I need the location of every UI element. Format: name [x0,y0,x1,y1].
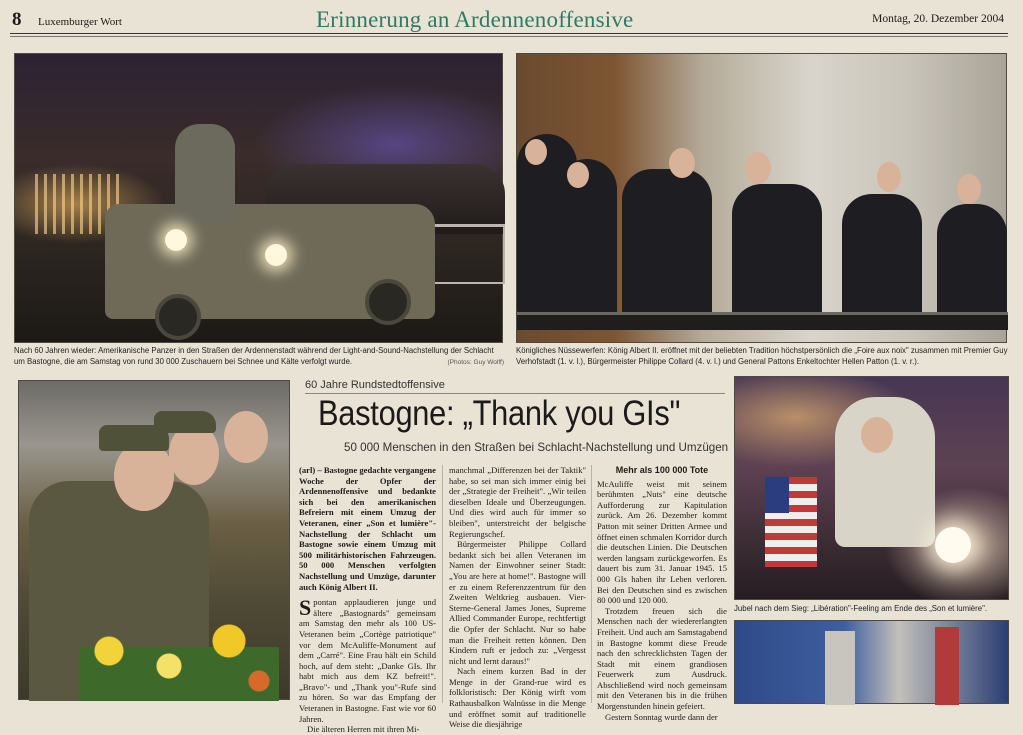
motorbike-headlight-shape [935,527,971,563]
photo-tank-parade [14,53,503,343]
tank-wheel-left [155,294,201,340]
paragraph-text: pontan applaudieren junge und ältere „Bastognards" gemeinsam am Samstag den mehr als 100 US-Veteranen beim „Cortège patriotique" vor dem McAuliffe-Monument auf dem „Carré". Eine Frau hält ein Schild hoch, auf dem steht: „Danke GIs. Ihr habt mich aus dem KZ befreit!". „Bravo"- und „Thank you"-Rufe sind zu hören. So war das Empfang der Veteranen in Bastogne. Fast wie vor 60 Jahren. [299,597,436,724]
face-shape [957,174,981,204]
article-column-1 [299,465,436,735]
balcony-railing-shape [517,312,1008,330]
article-paragraph: Nach einem kurzen Bad in der Menge in der Grand-rue wird es folkloristisch: Der König wirft vom Rathausbalkon Walnüsse in die Menge und eröffnet somit auf traditionelle Weise die diesjährige [449,666,586,730]
person-shape [937,204,1007,319]
article-headline: Bastogne: „Thank you GIs" [318,394,681,433]
issue-date: Montag, 20. Dezember 2004 [872,13,1004,25]
article-subheadline: 50 000 Menschen in den Straßen bei Schlacht-Nachstellung und Umzügen [344,441,729,454]
person-shape [622,169,712,319]
article-subheading: Mehr als 100 000 Tote [615,465,709,475]
face-shape [669,148,695,178]
person-shape [842,194,922,319]
soldier-on-tank-shape [175,124,235,224]
person-shape [557,159,617,319]
photo-credit: (Photos: Guy Wolff) [447,358,504,366]
article-paragraph-tail: Die älteren Herren mit ihren Mi- [307,724,420,735]
masthead-rule [10,33,1008,34]
flowers-shape [79,611,279,701]
page-number: 8 [12,9,22,30]
column-rule [442,465,443,703]
article-column-3 [597,465,727,722]
person-shape [732,184,822,319]
article-paragraph-tail: Gestern Sonntag wurde dann der [605,711,718,722]
article-lead: (arl) – Bastogne gedachte vergangene Woche der Opfer der Ardennenoffensive und bedankte sich bei den amerikanischen Befreiern mit einem Umzug der Veteranen, einer „Son et lumière"-Nachstellung der Schlacht um Bastogne sowie einem Umzug mit 500 militärhistorischen Fahrzeugen. 50 000 Menschen verfolgten Nachstellung und Umzüge, darunter auch König Albert II. [299,465,436,592]
face-shape [525,139,547,165]
column-rule [591,465,592,703]
caption-balcony: Königliches Nüssewerfen: König Albert II. eröffnet mit der beliebten Tradition höchstpersönlich die „Foire aux noix" zusammen mit Premier Guy Verhofstadt (1. v. l.), Bürgermeister Philippe Collard (4. v. l.) und General Pattons Enkeltochter Hellen Patton (1. v. r.). [516,346,1008,366]
face-shape [567,162,589,188]
article-kicker: 60 Jahre Rundstedtoffensive [305,379,445,391]
flag-shape [825,631,855,705]
masthead-rule-thin [10,36,1008,37]
photo-balcony-dignitaries [516,53,1007,343]
article-paragraph: Trotzdem freuen sich die Menschen nach der wiedererlangten Freiheit. Und auch am Samstagabend in Bastogne kommt diese Freude nach den schrecklichsten Tagen der Stadt mit einem grandiosen Feuerwerk zum Ausdruck. Abschließend wird noch gemeinsam mit den Veteranen bis in die frühen Morgenstunden hinein gefeiert. [597,605,727,712]
caption-text: Nach 60 Jahren wieder: Amerikanische Panzer in den Straßen der Ardennenstadt während der Light-and-Sound-Nachstellung der Schlacht um Bastogne, die am Samstag von rund 30 000 Zuschauern bei Schnee und Kälte verfolgt wurde. [14,346,494,366]
face-shape [877,162,901,192]
photo-liberation-celebration [734,376,1009,600]
section-title: Erinnerung an Ardennenoffensive [316,7,634,32]
article-paragraph: McAuliffe weist mit seinem berühmten „Nuts" eine deutsche Aufforderung zur Kapitulation zurück. Am 26. Dezember kommt Patton mit seiner Dritten Armee und öffnet einen schmalen Korridor durch die deutschen Linien. Die Deutschen werden langsam zurückgeworfen. Es dauert bis zum 31. Januar 1945. 15 000 GIs haben ihr Leben verloren. Bei den Deutschen sind es zwischen 80 000 und 120 000. [597,478,727,606]
photo-veterans-saluting [18,380,290,700]
barrier-fence-shape [425,224,505,284]
tank-headlight-right [265,244,287,266]
face-shape [224,411,268,463]
us-flag-canton-shape [765,477,789,513]
tank-headlight-left [165,229,187,251]
article-paragraph [299,597,436,724]
garrison-cap-shape [154,411,216,433]
flag-shape [935,627,959,705]
face-shape [861,417,893,453]
masthead [10,6,1008,34]
photo-flags [734,620,1009,704]
paper-name: Luxemburger Wort [38,16,122,28]
face-shape [114,441,174,511]
tank-wheel-right [365,279,411,325]
article-paragraph: Bürgermeister Philippe Collard bedankt sich bei allen Veteranen im Namen der Einwohner seiner Stadt: „You are here at home!". Bastogne will er zu einem Referenzzentrum für den Zweiten Weltkrieg ausbauen. Vier-Sterne-General James Jones, Supreme Allied Commander Europe, rechtfertigt die Opfer der Schlacht. Nur so habe man die Freiheit retten können. Den Kindern ruft er jedoch zu: „Vergesst nicht und lernt daraus!" [449,539,586,666]
caption-tank-parade [14,346,504,368]
article-paragraph: manchmal „Differenzen bei der Taktik" habe, so sei man sich immer einig bei der „Strategie der Freiheit". „Wir teilen dieselben Ideale und Überzeugungen. Und dies wird auch für immer so bleiben", unterstreicht der belgische Regierungschef. [449,465,586,539]
drop-cap: S [299,595,312,621]
caption-celebration: Jubel nach dem Sieg: „Libération"-Feeling am Ende des „Son et lumière". [734,604,988,613]
article-column-2 [449,465,586,730]
face-shape [745,152,771,184]
